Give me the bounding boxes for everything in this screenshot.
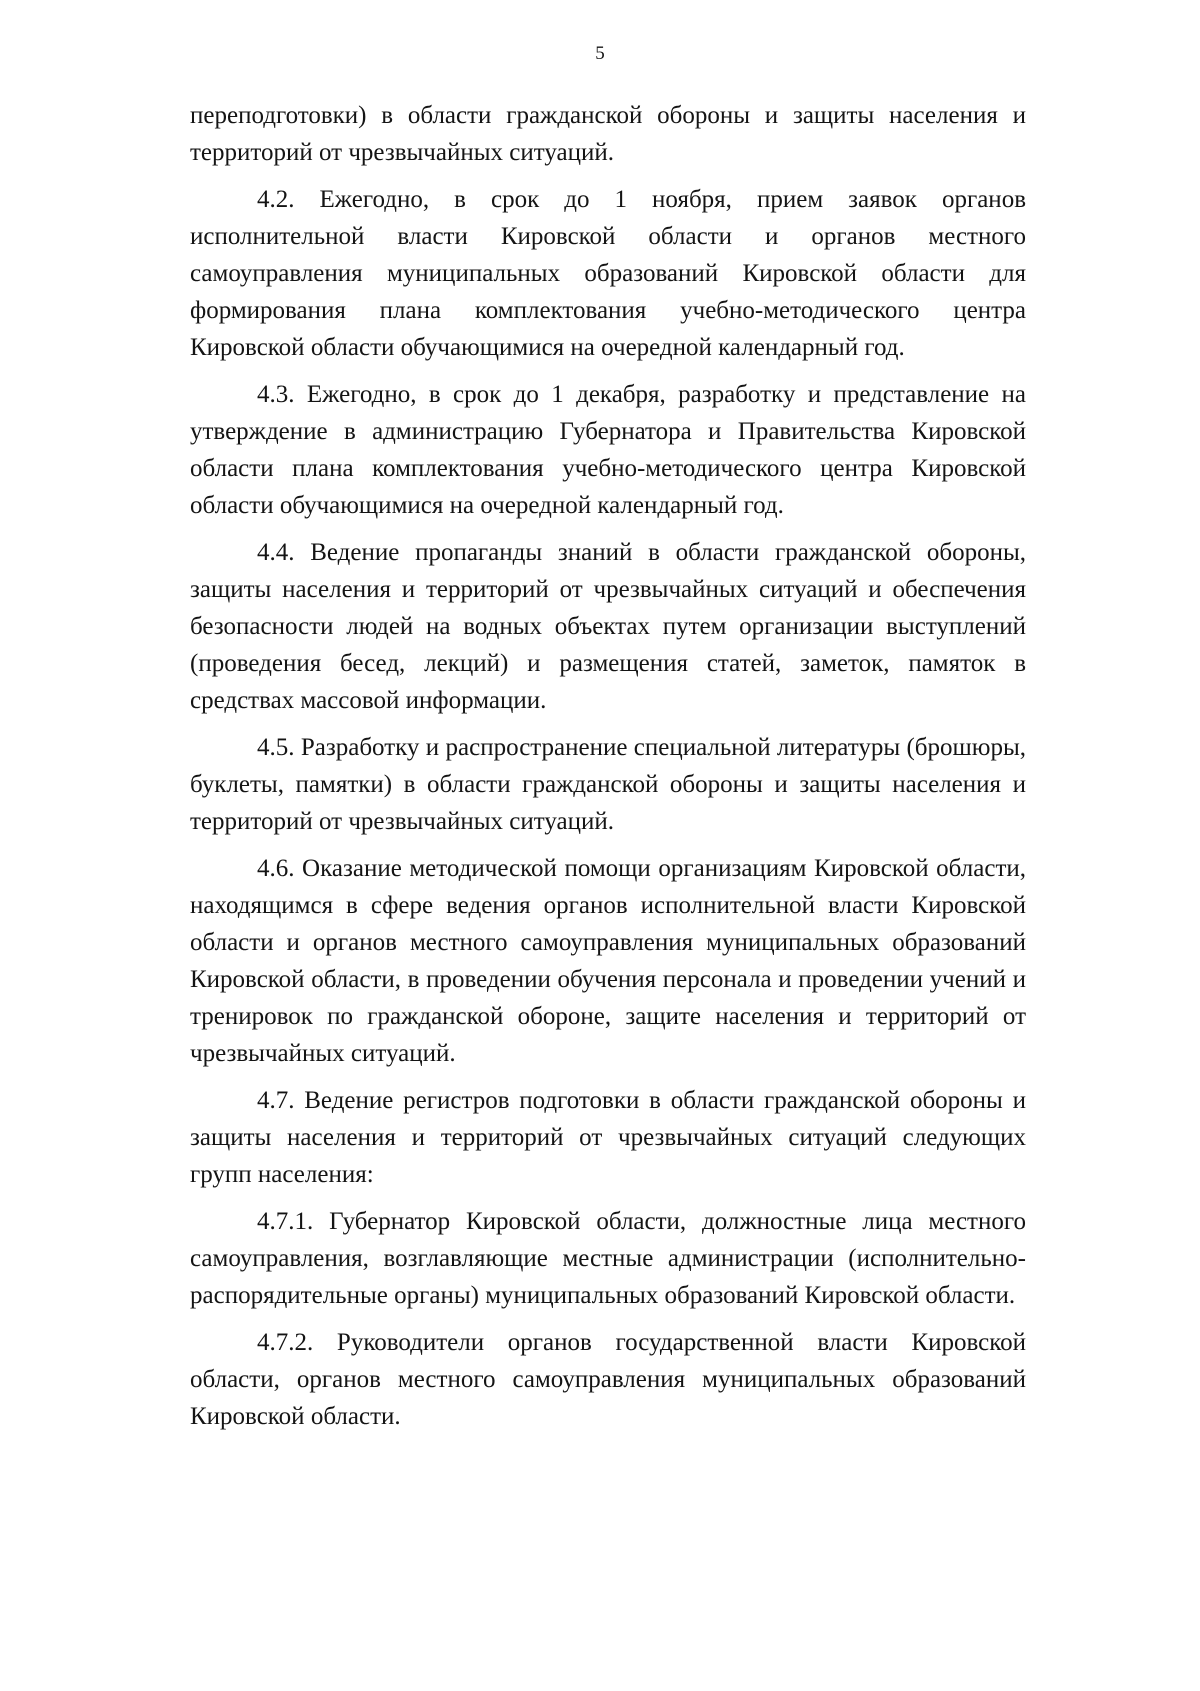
paragraph-4-7: 4.7. Ведение регистров подготовки в области гражданской обороны и защиты населения и территорий от чрезвычайных ситуаций следующих групп населения: <box>190 1087 1026 1188</box>
paragraph-4-3: 4.3. Ежегодно, в срок до 1 декабря, разработку и представление на утверждение в администрацию Губернатора и Правительства Кировской области плана комплектования учебно-методического центра Кировской области обучающимися на очередной календарный год. <box>190 381 1026 519</box>
paragraph-4-5: 4.5. Разработку и распространение специальной литературы (брошюры, буклеты, памятки) в области гражданской обороны и защиты населения и территорий от чрезвычайных ситуаций. <box>190 734 1026 835</box>
paragraph-4-6: 4.6. Оказание методической помощи организациям Кировской области, находящимся в сфере ведения органов исполнительной власти Кировской области и органов местного самоуправления муниципальных образований Кировской области, в проведении обучения персонала и проведении учений и тренировок по гражданской обороне, защите населения и территорий от чрезвычайных ситуаций. <box>190 855 1026 1067</box>
paragraph-4-7-1: 4.7.1. Губернатор Кировской области, должностные лица местного самоуправления, возглавляющие местные администрации (исполнительно-распорядительные органы) муниципальных образований Кировской области. <box>190 1208 1026 1309</box>
document-body <box>190 97 1026 1445</box>
paragraph-continuation: переподготовки) в области гражданской обороны и защиты населения и территорий от чрезвычайных ситуаций. <box>190 102 1026 166</box>
paragraph-4-2: 4.2. Ежегодно, в срок до 1 ноября, прием заявок органов исполнительной власти Кировской области и органов местного самоуправления муниципальных образований Кировской области для формирования плана комплектования учебно-методического центра Кировской области обучающимися на очередной календарный год. <box>190 186 1026 361</box>
paragraph-4-4: 4.4. Ведение пропаганды знаний в области гражданской обороны, защиты населения и территорий от чрезвычайных ситуаций и обеспечения безопасности людей на водных объектах путем организации выступлений (проведения бесед, лекций) и размещения статей, заметок, памяток в средствах массовой информации. <box>190 539 1026 714</box>
page-number: 5 <box>595 43 605 64</box>
paragraph-4-7-2: 4.7.2. Руководители органов государственной власти Кировской области, органов местного самоуправления муниципальных образований Кировской области. <box>190 1329 1026 1430</box>
